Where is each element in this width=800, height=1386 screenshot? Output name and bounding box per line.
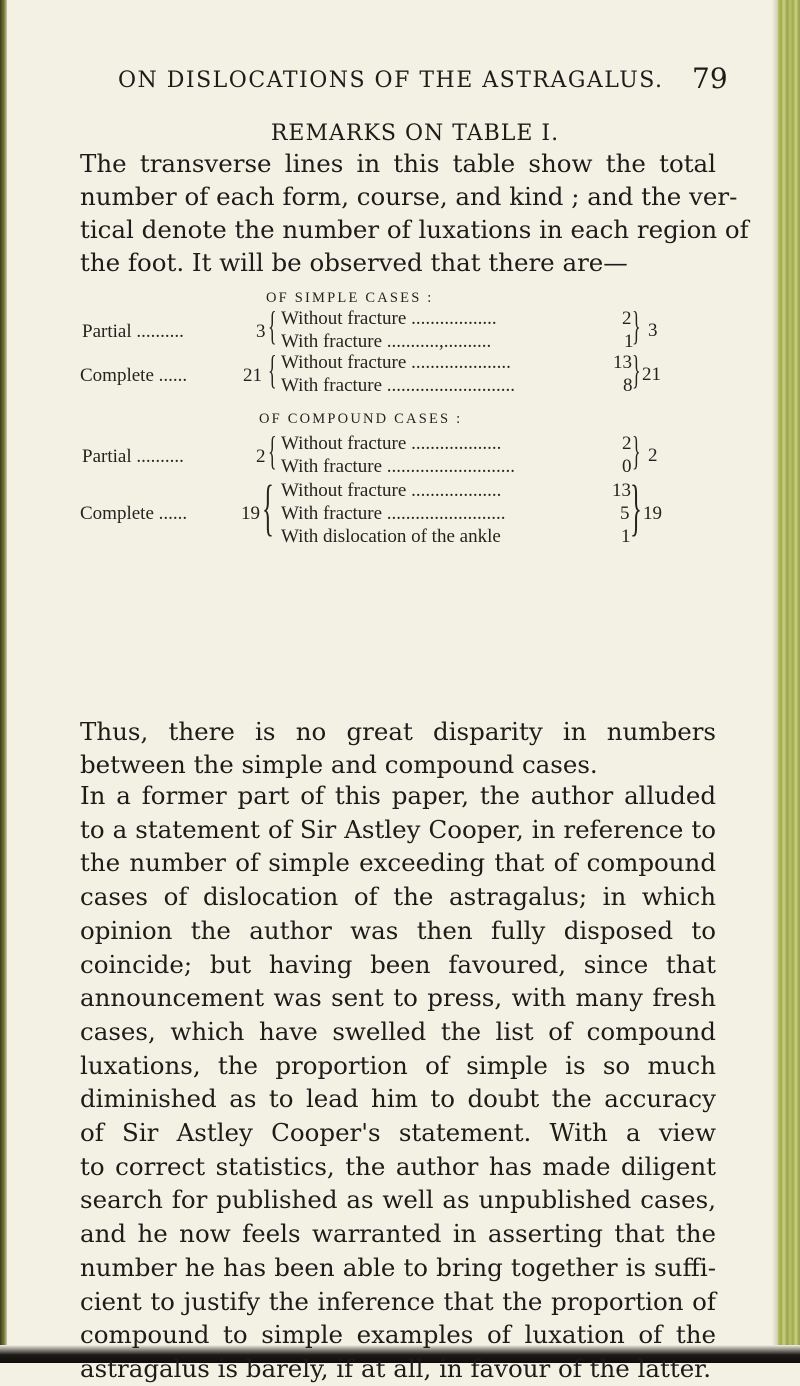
compound-complete-row-label: Without fracture ................... [281,480,502,501]
text-line: opinion the author was then fully disposed to [80,915,716,945]
section-heading: REMARKS ON TABLE I. [270,121,560,146]
open-brace: { [268,428,277,473]
open-brace: { [268,303,277,348]
text-line: In a former part of this paper, the author alluded [80,781,716,810]
compound-complete-row-value: 5 [620,503,630,524]
text-line: the foot. It will be observed that there are— [80,248,628,277]
text-line: search for published as well as unpublished cases, [80,1185,716,1215]
compound-complete-row-value: 13 [612,480,631,501]
compound-partial-count: 2 [256,446,266,467]
open-brace: { [268,347,277,392]
text-line: diminished as to lead him to doubt the accuracy [80,1084,716,1114]
text-line: of Sir Astley Cooper's statement. With a view [80,1118,716,1148]
text-line: number he has been able to bring together is suffi- [80,1252,716,1282]
text-line: to a statement of Sir Astley Cooper, in reference to [80,814,716,844]
text-line: cases, which have swelled the list of compound [80,1016,716,1046]
simple-partial-row-value: 1 [624,331,634,352]
text-line: tical denote the number of luxations in each region of [80,215,749,244]
page-left-edge [0,0,7,1363]
text-line: cient to justify the inference that the proportion of [80,1286,716,1316]
text-line: cases of dislocation of the astragalus; in which [80,882,716,912]
simple-partial-kind: Partial .......... [82,321,184,342]
compound-partial-row-label: With fracture ........................... [281,456,516,477]
text-line: the number of simple exceeding that of compound [80,848,716,878]
text-line: compound to simple examples of luxation of the [80,1320,716,1350]
compound-complete-row-label: With fracture ......................... [281,503,506,524]
compound-partial-total: 2 [648,445,658,466]
compound-complete-kind: Complete ...... [80,503,188,524]
conclusion-paragraph [80,715,716,781]
text-line: Thus, there is no great disparity in numbers [80,717,716,746]
compound-complete-row-label: With dislocation of the ankle [281,526,501,547]
intro-paragraph [80,147,749,279]
simple-partial-row-label: Without fracture .................. [281,308,497,329]
text-line: number of each form, course, and kind ; and the ver- [80,182,738,211]
open-brace: { [262,474,274,542]
text-line: and he now feels warranted in asserting that the [80,1219,716,1249]
close-brace: } [630,474,642,542]
text-line: astragalus is barely, if at all, in favour of the latter. [80,1353,711,1383]
close-brace: } [632,428,641,473]
running-head: ON DISLOCATIONS OF THE ASTRAGALUS. [118,68,664,93]
simple-complete-row-label: With fracture ........................... [281,375,516,396]
compound-partial-row-value: 0 [622,456,632,477]
text-line: coincide; but having been favoured, since that [80,949,716,979]
simple-partial-row-label: With fracture ...........,.......... [281,331,492,352]
compound-complete-count: 19 [241,503,260,524]
simple-complete-row-value: 13 [613,352,632,373]
simple-partial-total: 3 [648,320,658,341]
discussion-paragraph [80,779,716,1386]
page-number: 79 [692,62,728,95]
compound-cases-caption: OF COMPOUND CASES : [259,411,463,427]
compound-partial-row-value: 2 [622,433,632,454]
close-brace: } [632,303,641,348]
compound-partial-kind: Partial .......... [82,446,184,467]
simple-partial-count: 3 [256,321,266,342]
text-line: announcement was sent to press, with many fresh [80,983,716,1013]
simple-complete-kind: Complete ...... [80,365,188,386]
page-header [0,62,800,108]
compound-partial-row-label: Without fracture ................... [281,433,502,454]
simple-complete-total: 21 [642,364,661,385]
page-right-edge [778,0,800,1363]
simple-complete-count: 21 [243,365,262,386]
text-line: The transverse lines in this table show the total [80,149,716,178]
simple-cases-caption: OF SIMPLE CASES : [266,290,434,306]
simple-partial-row-value: 2 [622,308,632,329]
compound-complete-row-value: 1 [621,526,631,547]
close-brace: } [632,347,641,392]
simple-complete-row-label: Without fracture ..................... [281,352,511,373]
simple-complete-row-value: 8 [623,375,633,396]
text-line: between the simple and compound cases. [80,750,598,779]
text-line: luxations, the proportion of simple is so much [80,1050,716,1080]
text-line: to correct statistics, the author has made diligent [80,1151,716,1181]
compound-complete-total: 19 [643,503,662,524]
